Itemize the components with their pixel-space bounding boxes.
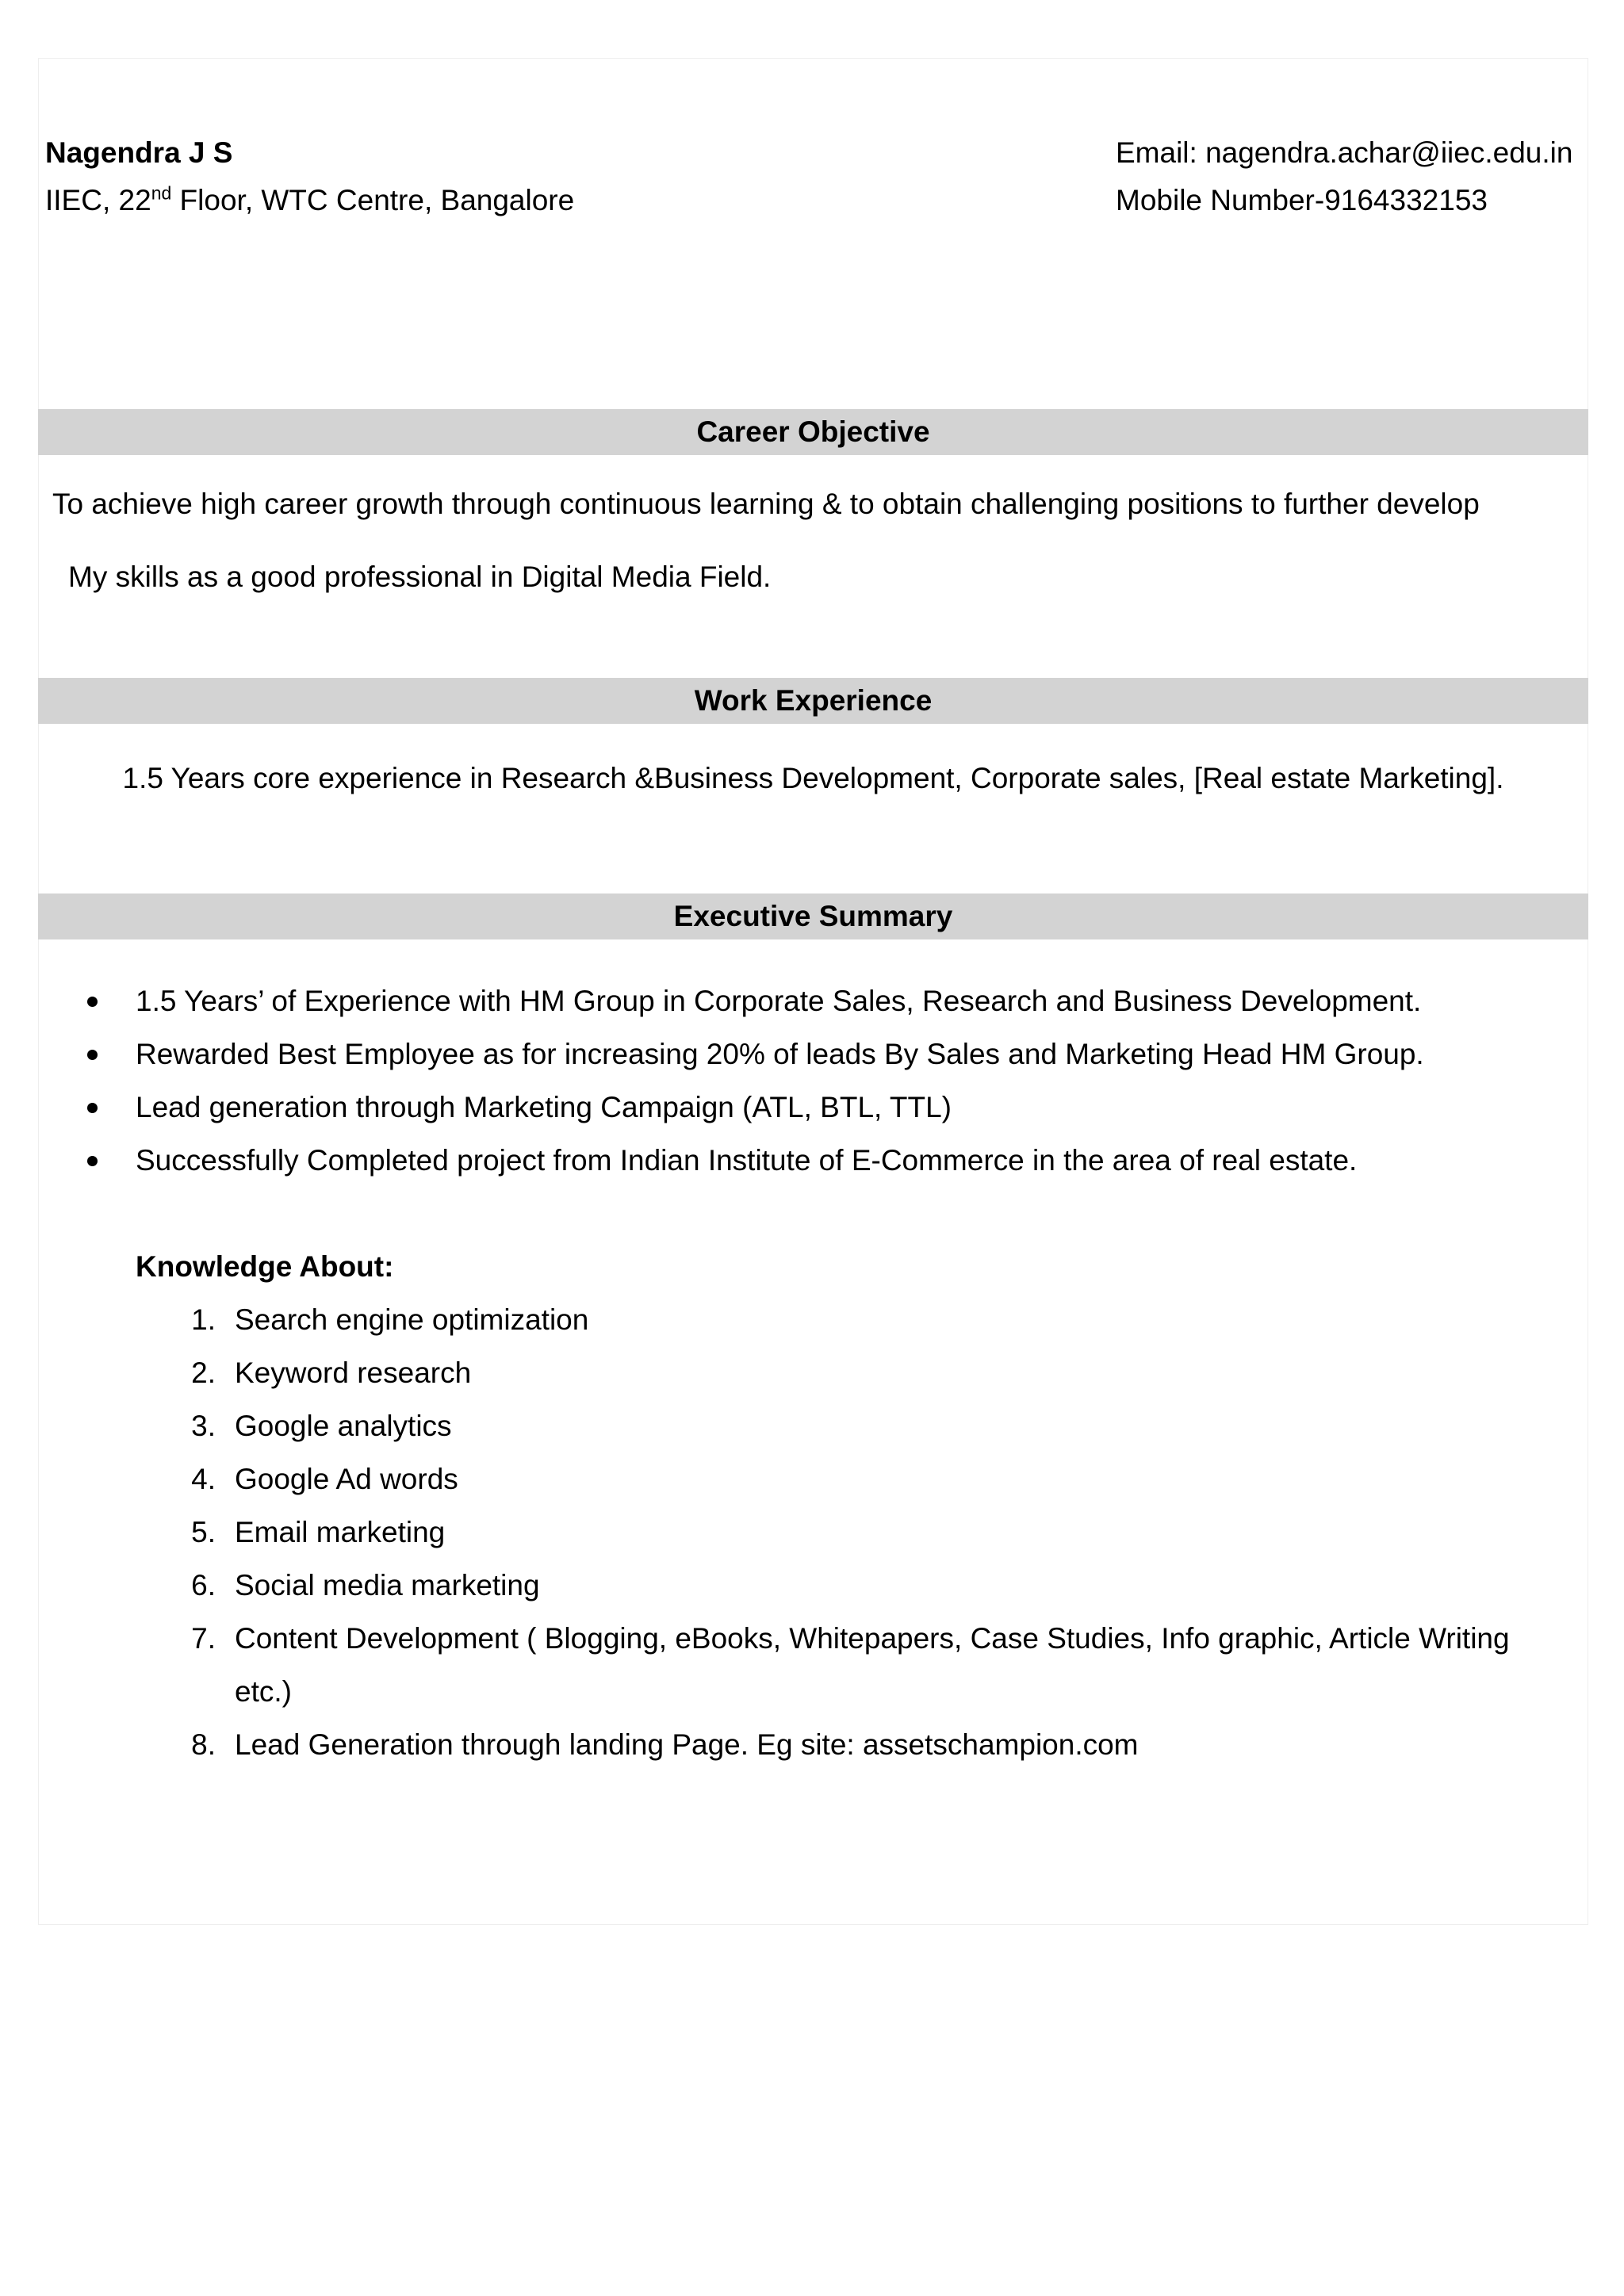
candidate-mobile: Mobile Number-9164332153: [1116, 184, 1488, 216]
summary-bullet-text: 1.5 Years’ of Experience with HM Group in Corporate Sales, Research and Business Development.: [136, 985, 1422, 1017]
knowledge-item-number: 6.: [191, 1569, 216, 1601]
knowledge-item-text-continuation: etc.): [235, 1675, 292, 1708]
section-title: Work Experience: [694, 684, 933, 717]
knowledge-item-number: 3.: [191, 1410, 216, 1442]
work-experience-section-header: [38, 678, 1588, 724]
summary-bullet-text: Successfully Completed project from Indian Institute of E-Commerce in the area of real estate.: [136, 1144, 1358, 1177]
career-objective-line-1: To achieve high career growth through continuous learning & to obtain challenging positions to further develop: [52, 488, 1480, 520]
knowledge-item-number: 5.: [191, 1516, 216, 1548]
knowledge-item-text: Search engine optimization: [235, 1303, 589, 1336]
knowledge-item-text: Content Development ( Blogging, eBooks, Whitepapers, Case Studies, Info graphic, Article Writing: [235, 1622, 1510, 1655]
knowledge-item-text: Lead Generation through landing Page. Eg site: assetschampion.com: [235, 1728, 1139, 1761]
section-title: Executive Summary: [673, 900, 953, 932]
bullet-icon: [87, 1156, 98, 1166]
knowledge-item-text: Keyword research: [235, 1357, 472, 1389]
career-objective-section-header: [38, 409, 1588, 455]
candidate-address: [45, 183, 574, 218]
candidate-email: Email: nagendra.achar@iiec.edu.in: [1116, 136, 1573, 169]
work-experience-text: 1.5 Years core experience in Research &Business Development, Corporate sales, [Real estate Marketing].: [122, 762, 1504, 794]
knowledge-item-text: Google Ad words: [235, 1463, 458, 1495]
knowledge-item-text: Email marketing: [235, 1516, 446, 1548]
knowledge-item-text: Google analytics: [235, 1410, 452, 1442]
knowledge-item-text: Social media marketing: [235, 1569, 540, 1601]
bullet-icon: [87, 997, 98, 1007]
address-prefix: IIEC, 22: [45, 184, 151, 216]
executive-summary-section-header: [38, 894, 1588, 939]
candidate-name: Nagendra J S: [45, 136, 233, 169]
section-title: Career Objective: [696, 415, 930, 448]
knowledge-item-number: 8.: [191, 1728, 216, 1761]
address-ordinal-suffix: nd: [151, 182, 172, 204]
summary-bullet-text: Lead generation through Marketing Campaign (ATL, BTL, TTL): [136, 1091, 952, 1123]
knowledge-heading: Knowledge About:: [136, 1250, 394, 1283]
knowledge-item-number: 2.: [191, 1357, 216, 1389]
knowledge-item-number: 4.: [191, 1463, 216, 1495]
bullet-icon: [87, 1050, 98, 1060]
bullet-icon: [87, 1103, 98, 1113]
knowledge-item-number: 1.: [191, 1303, 216, 1336]
summary-bullet-text: Rewarded Best Employee as for increasing 20% of leads By Sales and Marketing Head HM Group.: [136, 1038, 1424, 1070]
address-suffix: Floor, WTC Centre, Bangalore: [171, 184, 575, 216]
knowledge-item-number: 7.: [191, 1622, 216, 1655]
career-objective-line-2: My skills as a good professional in Digital Media Field.: [68, 561, 772, 593]
